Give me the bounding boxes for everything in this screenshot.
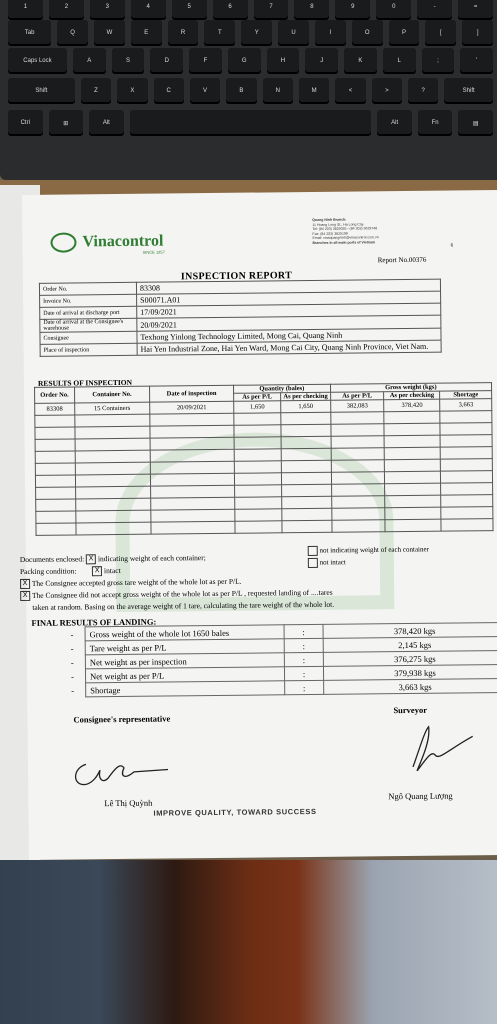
packing-not-intact-text: not intact	[319, 558, 346, 567]
result-label: Net weight as per inspection	[85, 653, 284, 669]
final-results-table	[67, 622, 497, 698]
key: R	[168, 20, 199, 46]
key: >	[372, 78, 402, 104]
key: V	[190, 78, 220, 104]
report-number: Report No.00376	[377, 255, 427, 265]
surveyor-signature	[403, 720, 494, 781]
results-title: RESULTS OF INSPECTION	[37, 377, 133, 388]
column-header: Gross weight (kgs)	[330, 383, 491, 393]
colon: :	[284, 666, 323, 680]
key: A	[73, 48, 106, 74]
not-accepted-text: The Consignee did not accept gross weight of the whole lot as per P/L , requested landing of ....tares	[31, 587, 333, 600]
table-cell: 15 Containers	[74, 402, 149, 415]
consignee-representative-label: Consignee's representative	[73, 713, 171, 725]
checkbox-unchecked	[308, 546, 318, 556]
column-header: Container No.	[74, 386, 149, 403]
result-label: Net weight as per P/L	[85, 667, 284, 683]
field-label: Date of arrival at the Consignee's warehouse	[40, 318, 137, 332]
branch-line: Tel: (84 203) 3825035 - (84 203) 3629748	[312, 226, 378, 231]
field-value: S00071.A01	[137, 291, 441, 306]
key: J	[305, 48, 338, 74]
colon: :	[284, 624, 323, 638]
key: 3	[90, 0, 125, 20]
branch-line: 11 Hoang Long St., Ha Long City	[312, 221, 364, 227]
key-caps-lock: Caps Lock	[8, 48, 67, 74]
result-value: 2,145 kgs	[323, 636, 497, 652]
key: W	[94, 20, 125, 46]
result-label: Shortage	[86, 681, 285, 697]
table-cell: 382,083	[330, 400, 384, 413]
key: 1	[8, 0, 43, 20]
bullet: -	[70, 628, 74, 640]
column-header: Quantity (bales)	[233, 384, 330, 393]
key: 6	[213, 0, 248, 20]
key: ;	[422, 48, 455, 74]
documents-enclosed-row	[20, 553, 206, 565]
key: D	[150, 48, 183, 74]
packing-label: Packing condition:	[19, 566, 77, 577]
page-number: 6	[450, 243, 454, 249]
key: I	[315, 20, 346, 46]
key: X	[117, 78, 147, 104]
key-fn: Fn	[418, 110, 453, 136]
keyboard-row-home	[8, 48, 493, 74]
scales-logo-icon	[50, 232, 76, 252]
key: Y	[241, 20, 272, 46]
docs-not-indicating-text: not indicating weight of each container	[319, 545, 429, 555]
key: ]	[462, 20, 493, 46]
key: L	[383, 48, 416, 74]
bullet: -	[70, 670, 74, 682]
packing-not-intact-option	[308, 558, 346, 568]
result-value: 379,938 kgs	[323, 664, 497, 680]
key-shift: Shift	[8, 78, 75, 104]
field-label: Date of arrival at discharge port	[40, 306, 137, 319]
field-value: 17/09/2021	[137, 303, 441, 318]
packing-intact-text: intact	[103, 565, 121, 576]
packing-condition-row	[20, 566, 121, 577]
key: 7	[254, 0, 289, 20]
key: P	[389, 20, 420, 46]
key-shift: Shift	[444, 78, 493, 104]
logo-text: Vinacontrol	[82, 232, 164, 251]
docs-indicating-text: indicating weight of each container;	[97, 553, 206, 564]
column-header: As per P/L	[330, 392, 384, 401]
key: [	[425, 20, 456, 46]
field-value: 20/09/2021	[137, 315, 441, 331]
checkbox-checked: X	[86, 555, 96, 565]
key-alt: Alt	[89, 110, 124, 136]
branch-line: Email: vinaquangninh@vinacontrol.com.vn	[312, 235, 379, 240]
final-results-title: FINAL RESULTS OF LANDING:	[31, 616, 157, 628]
key: <	[335, 78, 365, 104]
not-accepted-continued: taken at random. Basing on the average weight of 1 tare, calculating the tare weight of the whole lot.	[32, 599, 335, 612]
documents-enclosed-label: Documents enclosed:	[19, 554, 85, 565]
key-space	[130, 110, 372, 136]
key: 2	[49, 0, 84, 20]
keyboard-row-bottom	[8, 110, 493, 136]
key: S	[112, 48, 145, 74]
branch-line: Quang Ninh Branch:	[312, 217, 347, 222]
key: B	[226, 78, 256, 104]
bullet: -	[71, 684, 75, 696]
key: ?	[408, 78, 438, 104]
key: =	[458, 0, 493, 20]
key-tab: Tab	[8, 20, 51, 46]
result-value: 378,420 kgs	[323, 622, 497, 638]
keyboard-row-qwerty	[8, 20, 493, 46]
key: G	[228, 48, 261, 74]
key: C	[154, 78, 184, 104]
field-label: Invoice No.	[40, 294, 137, 307]
key: T	[204, 20, 235, 46]
key: K	[344, 48, 377, 74]
branch-line: Fax: (84 203) 3825199	[312, 231, 348, 236]
checkbox-checked: X	[20, 591, 30, 601]
key: 8	[294, 0, 329, 20]
key: Q	[57, 20, 88, 46]
key: N	[263, 78, 293, 104]
column-header: As per checking	[281, 392, 331, 401]
colon: :	[284, 652, 323, 666]
key-ctrl: Ctrl	[8, 110, 43, 136]
results-table	[34, 382, 494, 536]
menu-icon: ▤	[458, 110, 493, 136]
column-header: Order No.	[35, 387, 75, 403]
lap-background	[0, 860, 497, 1024]
result-label: Gross weight of the whole lot 1650 bales	[85, 625, 284, 641]
field-label: Place of inspection	[40, 343, 137, 356]
surveyor-name: Ngô Quang Lượng	[388, 790, 453, 802]
inspection-report-page	[19, 190, 497, 860]
column-header: As per P/L	[233, 393, 280, 401]
key: M	[299, 78, 329, 104]
order-details-table	[39, 279, 442, 357]
key-alt: Alt	[377, 110, 412, 136]
field-label: Consignee	[40, 331, 137, 344]
keyboard-row-shift	[8, 78, 493, 104]
checkbox-unchecked	[308, 558, 318, 568]
table-cell: 1,650	[281, 400, 331, 413]
consignee-name: Lê Thị Quỳnh	[104, 797, 153, 809]
column-header: As per checking	[384, 391, 440, 400]
key: 5	[172, 0, 207, 20]
company-tagline: IMPROVE QUALITY, TOWARD SUCCESS	[153, 806, 317, 818]
bullet: -	[70, 656, 74, 668]
colon: :	[285, 680, 324, 694]
colon: :	[284, 638, 323, 652]
field-value: 83308	[136, 279, 440, 294]
bullet: -	[70, 642, 74, 654]
branch-info	[312, 216, 462, 245]
column-header: Date of inspection	[150, 385, 234, 402]
consignee-signature	[68, 741, 179, 792]
key: H	[267, 48, 300, 74]
docs-not-indicating-option	[308, 545, 429, 556]
result-value: 3,663 kgs	[324, 678, 497, 694]
table-cell: 378,420	[384, 399, 440, 412]
surveyor-label: Surveyor	[393, 704, 427, 716]
key: 4	[131, 0, 166, 20]
key: -	[417, 0, 452, 20]
key: E	[131, 20, 162, 46]
accepted-text: The Consignee accepted gross tare weight of the whole lot as per P/L.	[31, 576, 242, 588]
branch-line: Branches in all main ports of Vietnam	[312, 239, 376, 245]
since-text: SINCE 1957	[142, 249, 165, 255]
windows-icon: ⊞	[49, 110, 84, 136]
checkbox-checked: X	[92, 566, 102, 576]
result-label: Tare weight as per P/L	[85, 639, 284, 655]
key: 9	[335, 0, 370, 20]
field-value: Hai Yen Industrial Zone, Hai Yen Ward, Mong Cai City, Quang Ninh Province, Viet Nam.	[137, 340, 441, 355]
key: O	[352, 20, 383, 46]
key: F	[189, 48, 222, 74]
keyboard	[0, 0, 497, 180]
key: U	[278, 20, 309, 46]
result-value: 376,275 kgs	[323, 650, 497, 666]
field-value: Texhong Yinlong Technology Limited, Mong Cai, Quang Ninh	[137, 328, 441, 343]
key: 0	[376, 0, 411, 20]
checkbox-checked: X	[20, 579, 30, 589]
column-header: Shortage	[440, 391, 492, 400]
table-cell: 83308	[35, 403, 75, 415]
key: '	[460, 48, 493, 74]
report-title: INSPECTION REPORT	[180, 270, 293, 283]
table-cell: 20/09/2021	[150, 401, 234, 414]
field-label: Order No.	[39, 282, 136, 295]
key: Z	[81, 78, 111, 104]
keyboard-row-numbers	[8, 0, 493, 20]
table-cell: 1,650	[234, 401, 281, 413]
table-cell: 3,663	[440, 399, 492, 412]
